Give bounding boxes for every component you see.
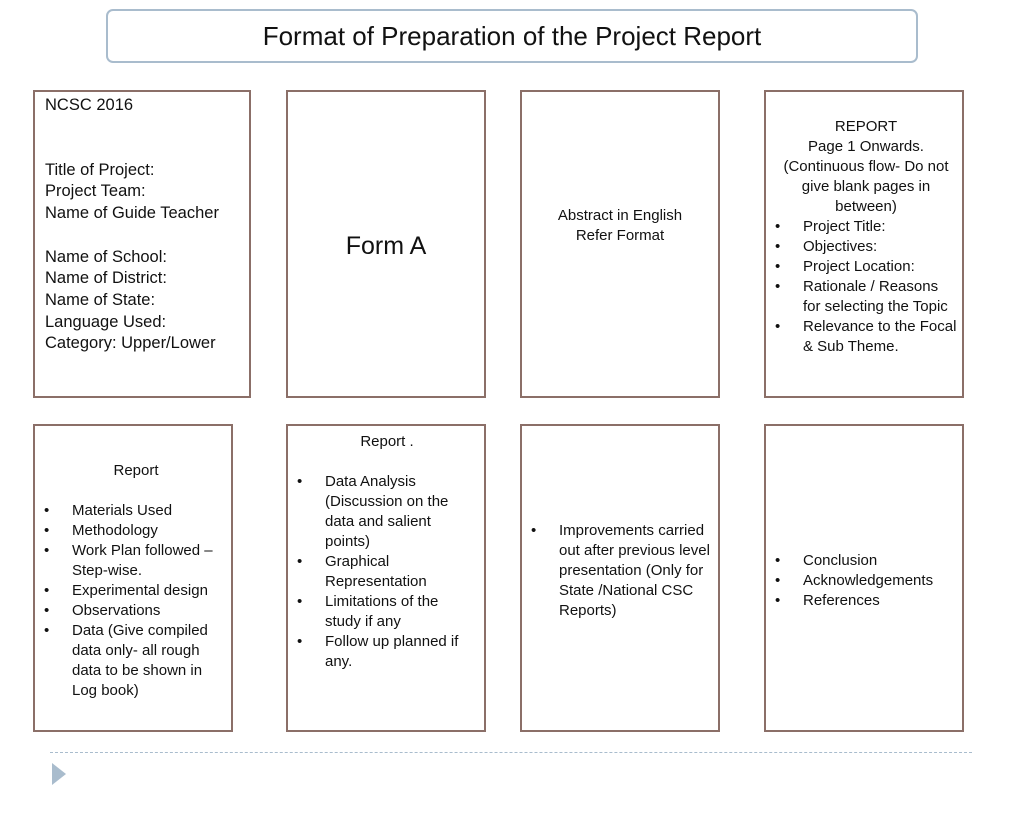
field-category: Category: Upper/Lower	[45, 334, 216, 353]
conclusion-list	[775, 551, 959, 611]
field-district: Name of District:	[45, 269, 167, 288]
list-item: • Acknowledgements	[775, 571, 959, 591]
card-improvements	[520, 424, 720, 732]
list-item: • Project Location:	[775, 257, 957, 277]
list-item: • Work Plan followed – Step-wise.	[44, 541, 228, 581]
list-item: • Methodology	[44, 521, 228, 541]
list-item: • References	[775, 591, 959, 611]
field-title-of-project: Title of Project:	[45, 160, 155, 179]
card-conclusion	[764, 424, 964, 732]
list-item: • Observations	[44, 601, 228, 621]
list-item: • Project Title:	[775, 217, 957, 237]
list-item: • Objectives:	[775, 237, 957, 257]
refer-format-line: Refer Format	[575, 227, 665, 244]
field-state: Name of State:	[45, 290, 156, 309]
report-heading: REPORT	[834, 118, 898, 135]
card-report-intro	[764, 90, 964, 398]
report-methods-heading: Report	[113, 462, 159, 479]
report-page-line: Page 1 Onwards.	[808, 138, 924, 155]
list-item: • Materials Used	[44, 501, 228, 521]
card-ncsc-details	[33, 90, 251, 398]
report-analysis-heading: Report .	[360, 433, 414, 450]
list-item: • Relevance to the Focal & Sub Theme.	[775, 317, 957, 357]
list-item: • Data (Give compiled data only- all rough data to be shown in Log book)	[44, 621, 228, 701]
report-methods-list	[44, 501, 228, 701]
report-analysis-list	[297, 472, 477, 672]
improvements-list	[531, 521, 715, 621]
list-item: • Experimental design	[44, 581, 228, 601]
list-item: • Limitations of the study if any	[297, 592, 477, 632]
list-item: • Conclusion	[775, 551, 959, 571]
card-report-methods	[33, 424, 233, 732]
field-project-team: Project Team:	[45, 182, 146, 201]
field-guide-teacher: Name of Guide Teacher	[45, 204, 219, 223]
form-a-label: Form A	[345, 232, 427, 260]
footer-divider	[50, 752, 972, 753]
list-item: • Follow up planned if any.	[297, 632, 477, 672]
report-intro-list	[775, 217, 957, 357]
report-flow-note: (Continuous flow- Do not give blank pages in between)	[783, 158, 949, 215]
card-abstract	[520, 90, 720, 398]
list-item: • Data Analysis (Discussion on the data and salient points)	[297, 472, 477, 552]
list-item: • Graphical Representation	[297, 552, 477, 592]
abstract-line: Abstract in English	[557, 207, 683, 224]
card-form-a	[286, 90, 486, 398]
slide-title: Format of Preparation of the Project Report	[262, 20, 762, 51]
card-report-analysis	[286, 424, 486, 732]
slide-title-box	[106, 9, 918, 63]
list-item: • Improvements carried out after previous level presentation (Only for State /National CSC Reports)	[531, 521, 715, 621]
next-slide-arrow-icon[interactable]	[52, 763, 66, 785]
field-school: Name of School:	[45, 247, 167, 266]
list-item: • Rationale / Reasons for selecting the Topic	[775, 277, 957, 317]
field-language: Language Used:	[45, 312, 167, 331]
card-ncsc-heading: NCSC 2016	[45, 96, 134, 114]
